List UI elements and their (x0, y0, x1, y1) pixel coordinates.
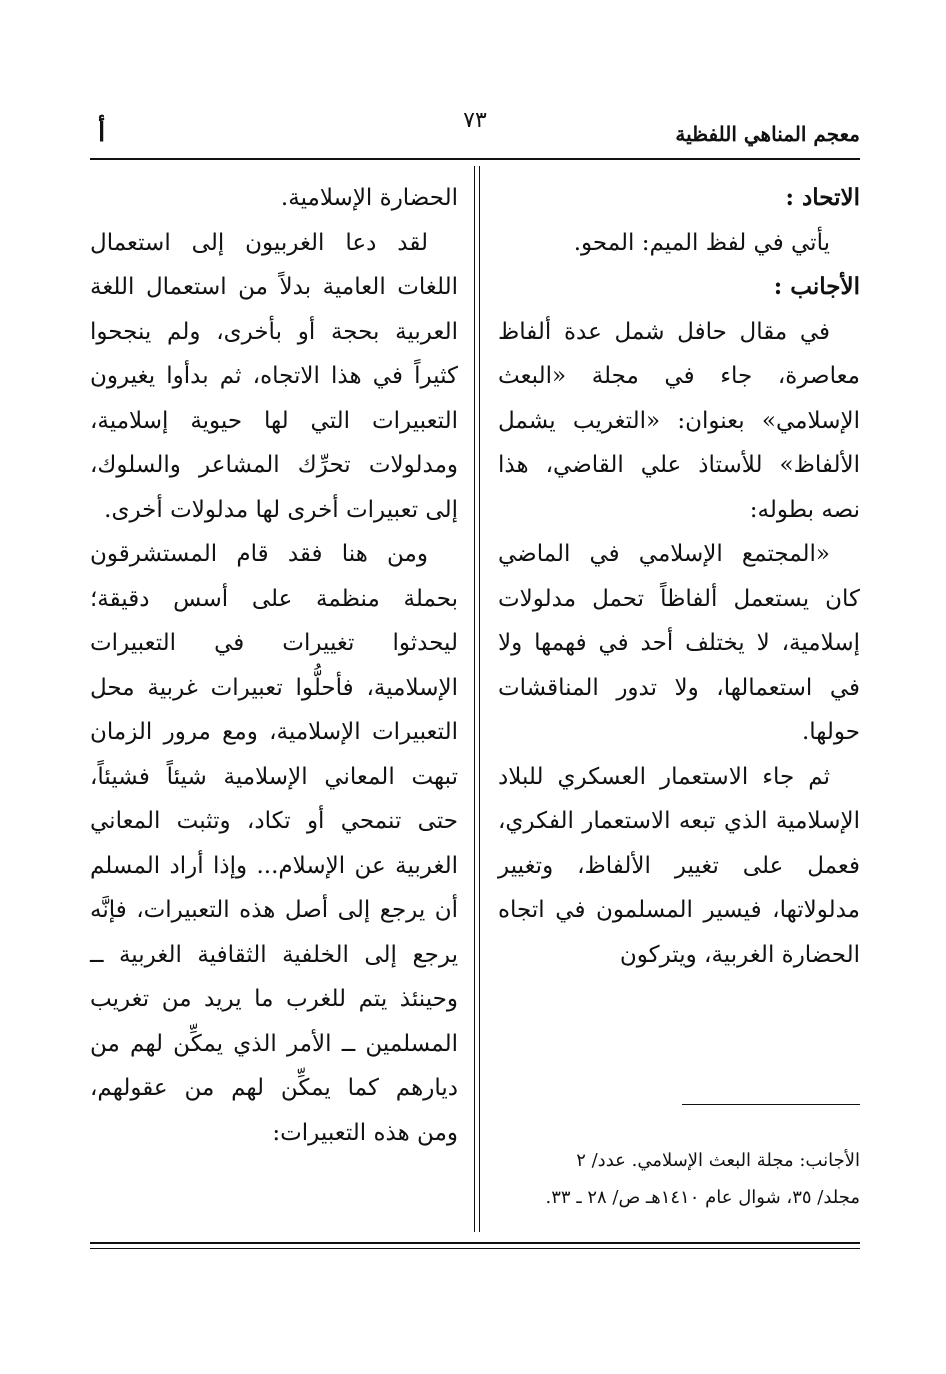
entry-heading-ittihad: الاتحاد : (785, 184, 860, 211)
quote-paragraph: «المجتمع الإسلامي في الماضي كان يستعمل ألفاظاً تحمل مدلولات إسلامية، لا يختلف أحد في فهمها ولا في استعمالها، ولا تدور المناقشات حولها. (498, 541, 860, 745)
section-letter: أ (98, 118, 106, 148)
body-paragraph: لقد دعا الغربيون إلى استعمال اللغات العامية بدلاً من استعمال اللغة العربية بحجة أو بأخرى، ولم ينجحوا كثيراً في هذا الاتجاه، ثم بدأوا يغيرون التعبيرات التي لها حيوية إسلامية، ومدلولات تحرِّك المشاعر والسلوك، إلى تعبيرات أخرى لها مدلولات أخرى. (90, 229, 458, 523)
body-paragraph: ثم جاء الاستعمار العسكري للبلاد الإسلامية الذي تبعه الاستعمار الفكري، فعمل على تغيير الألفاظ، وتغيير مدلولاتها، فيسير المسلمون في اتجاه الحضارة الغربية، ويتركون (498, 763, 860, 968)
body-paragraph: الحضارة الإسلامية. (280, 185, 458, 211)
right-column (498, 176, 860, 977)
footnote-line: الأجانب: مجلة البعث الإسلامي. عدد/ ٢ (576, 1150, 860, 1171)
footer-rule (90, 1242, 860, 1244)
footnote-rule (682, 1104, 860, 1105)
entry-text-ittihad: يأتي في لفظ الميم: المحو. (573, 229, 830, 256)
page-number: ٧٣ (463, 108, 487, 133)
footnote (498, 1142, 860, 1216)
column-divider (474, 166, 480, 1232)
footnote-line: مجلد/ ٣٥، شوال عام ١٤١٠هـ ص/ ٢٨ ـ ٣٣. (545, 1187, 860, 1208)
footer-rule-thin (90, 1248, 860, 1249)
page-header (90, 108, 860, 156)
body-paragraph: ومن هنا فقد قام المستشرقون بحملة منظمة على أسس دقيقة؛ ليحدثوا تغييرات في التعبيرات الإسلامية، فأحلُّوا تعبيرات غربية محل التعبيرات الإسلامية، ومع مرور الزمان تبهت المعاني الإسلامية شيئاً فشيئاً، حتى تنمحي أو تكاد، وتثبت المعاني الغربية عن الإسلام... وإذا أراد المسلم أن يرجع إلى أصل هذه التعبيرات، فإنَّه يرجع إلى الخلفية الثقافية الغربية ــ وحينئذ يتم للغرب ما يريد من تغريب المسلمين ــ الأمر الذي يمكِّن لهم من ديارهم كما يمكِّن لهم من عقولهم، ومن هذه التعبيرات: (90, 541, 458, 1146)
entry-heading-ajanib: الأجانب : (773, 273, 860, 300)
header-rule (90, 158, 860, 160)
left-column (90, 176, 458, 1155)
entry-text-ajanib: في مقال حافل شمل عدة ألفاظ معاصرة، جاء في مجلة «البعث الإسلامي» بعنوان: «التغريب يشمل الألفاظ» للأستاذ علي القاضي، هذا نصه بطوله: (498, 318, 860, 523)
running-title: معجم المناهي اللفظية (675, 122, 860, 146)
